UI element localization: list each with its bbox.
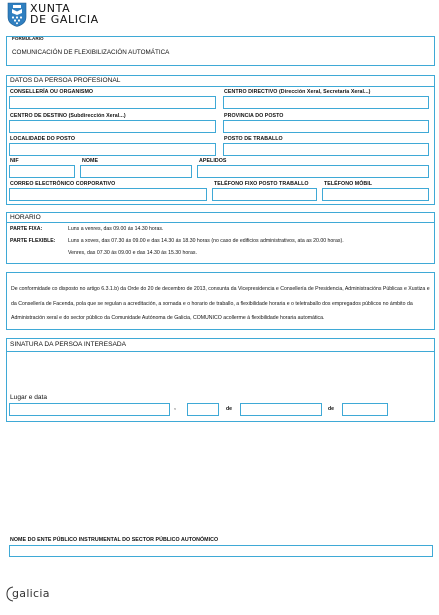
apelidos-label: APELIDOS — [199, 158, 227, 164]
provincia-field[interactable] — [223, 120, 429, 133]
localidade-label: LOCALIDADE DO POSTO — [10, 136, 76, 142]
posto-traballo-label: POSTO DE TRABALLO — [224, 136, 283, 142]
conselleria-label: CONSELLERÍA OU ORGANISMO — [10, 89, 94, 95]
day-field[interactable] — [187, 403, 219, 416]
posto-traballo-field[interactable] — [223, 143, 429, 156]
personal-data-divider — [6, 86, 435, 87]
parte-fixa-label: PARTE FIXA: — [10, 226, 43, 232]
centro-directivo-label: CENTRO DIRECTIVO (Dirección Xeral, Secretaría Xeral...) — [224, 89, 371, 95]
nome-field[interactable] — [80, 165, 192, 178]
signature-title: SINATURA DA PERSOA INTERESADA — [10, 341, 127, 348]
parte-flexible-text-2: Venres, das 07.30 ás 09.00 e das 14.30 ás 15.30 horas. — [68, 250, 197, 256]
nome-label: NOME — [82, 158, 99, 164]
month-field[interactable] — [240, 403, 322, 416]
parte-fixa-text: Luns a venres, das 09.00 ás 14.30 horas. — [68, 226, 164, 232]
legal-text: De conformidade co disposto no artigo 6.3.1.b) da Orde do 20 de decembro de 2013, conxunta da Vicepresidencia e Consellería de Presidencia, Administracións Públicas e Xustiza e da Consellería de Facenda, pola que se regulan a acreditación, a xornada e o horario de traballo, a flexibilidade horaria e o teletraballo dos empregados públicos no ámbito da Administración xeral e do sector público da Comunidade Autónoma de Galicia, COMUNICO acollerme á flexibilidade horaria automática. — [11, 286, 430, 321]
conselleria-field[interactable] — [9, 96, 216, 109]
place-field[interactable] — [9, 403, 170, 416]
place-date-label: Lugar e data — [10, 394, 48, 401]
form-tag: FORMULARIO — [12, 36, 44, 41]
footer-brand: galicia — [12, 587, 50, 600]
signature-divider — [6, 351, 435, 352]
centro-directivo-field[interactable] — [223, 96, 429, 109]
apelidos-field[interactable] — [197, 165, 429, 178]
telefono-mobil-field[interactable] — [322, 188, 429, 201]
de-separator-2: de — [328, 406, 335, 412]
correo-field[interactable] — [9, 188, 207, 201]
telefono-fixo-field[interactable] — [212, 188, 317, 201]
horario-title: HORARIO — [10, 214, 41, 221]
parte-flexible-text-1: Luns a xoves, das 07.30 ás 09.00 e das 14.30 ás 18.30 horas (no caso de edificios administrativos, ata as 20.00 horas). — [68, 238, 344, 244]
de-separator-1: de — [226, 406, 233, 412]
nif-field[interactable] — [9, 165, 75, 178]
correo-label: CORREO ELECTRÓNICO CORPORATIVO — [10, 181, 116, 187]
logo-line-2: DE GALICIA — [30, 13, 99, 26]
personal-data-title: DATOS DA PERSOA PROFESIONAL — [10, 77, 121, 84]
xunta-logo-icon — [7, 2, 27, 27]
horario-divider — [6, 222, 435, 223]
telefono-fixo-label: TELÉFONO FIXO POSTO TRABALLO — [214, 181, 309, 187]
logo-line-1: XUNTA — [30, 2, 71, 15]
comma-separator: , — [174, 404, 176, 411]
localidade-field[interactable] — [9, 143, 216, 156]
parte-flexible-label: PARTE FLEXIBLE: — [10, 238, 56, 244]
form-title: COMUNICACIÓN DE FLEXIBILIZACIÓN AUTOMÁTICA — [12, 49, 170, 56]
provincia-label: PROVINCIA DO POSTO — [224, 113, 284, 119]
nif-label: NIF — [10, 158, 19, 164]
entity-field[interactable] — [9, 545, 433, 557]
entity-label: NOME DO ENTE PÚBLICO INSTRUMENTAL DO SECTOR PÚBLICO AUTONÓMICO — [10, 537, 219, 543]
centro-destino-label: CENTRO DE DESTINO (Subdirección Xeral...) — [10, 113, 126, 119]
centro-destino-field[interactable] — [9, 120, 216, 133]
telefono-mobil-label: TELÉFONO MÓBIL — [324, 181, 373, 187]
year-field[interactable] — [342, 403, 388, 416]
